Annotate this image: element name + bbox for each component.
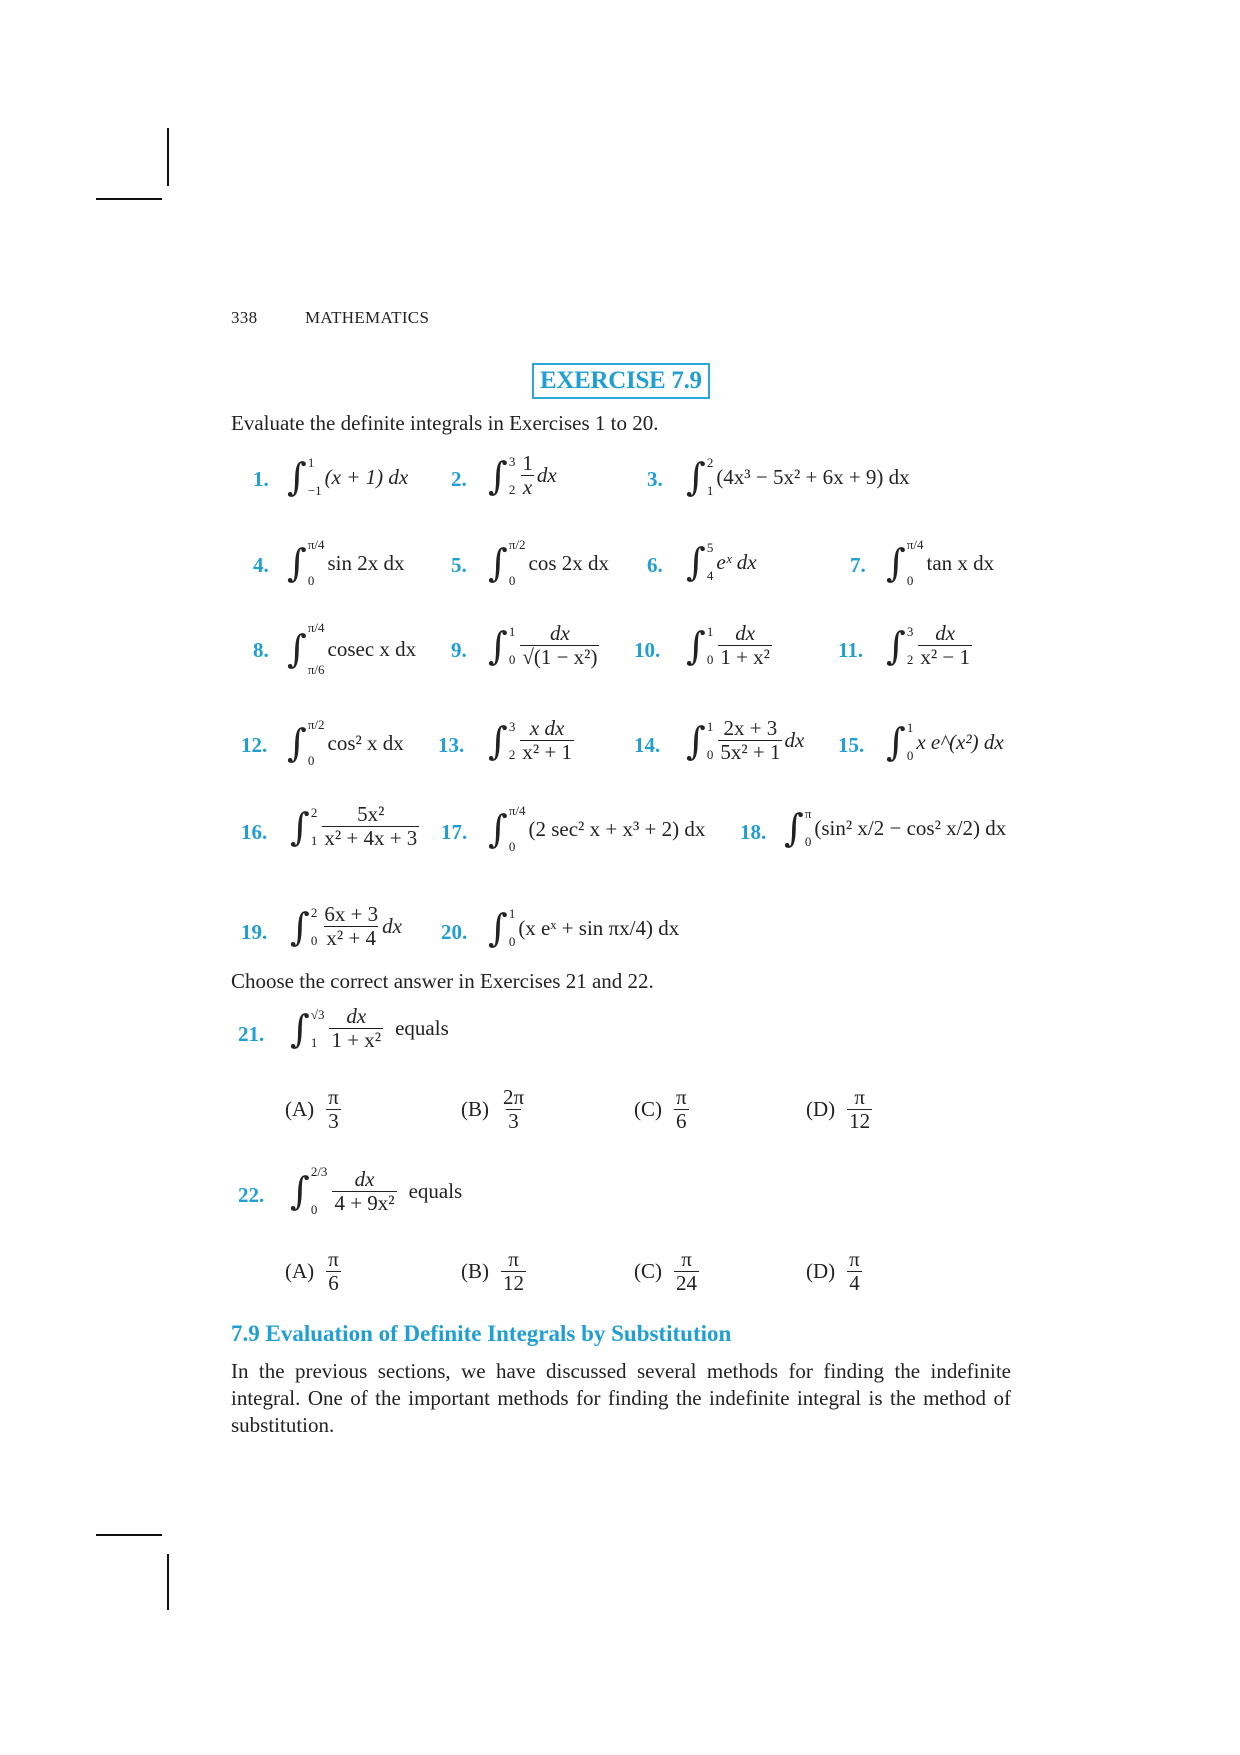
ex-14-expression: ∫ 1 0 $\frac{2x + 3}{\text{5x² + 1}}$ dx <box>686 716 805 764</box>
ex-1-expression: ∫ 1 −1 (x + 1) dx <box>287 455 409 499</box>
ex-4-expression: ∫ π/4 0 sin 2x dx <box>287 537 405 588</box>
ex-20-expression: ∫ 1 0 (x eˣ + sin πx/4) dx <box>488 906 680 950</box>
q21-expression: ∫ √3 1 $\frac{dx}{\text{1 + x²}}$ equals <box>290 1004 449 1052</box>
page-number: 338 <box>231 308 258 327</box>
ex-16-expression: ∫ 2 1 $\frac{\text{5x²}}{\text{x² + 4x + 3}}$ <box>290 802 418 850</box>
ex-2-number: 2. <box>451 467 467 491</box>
ex-19-number: 19. <box>241 920 268 944</box>
ex-3-number: 3. <box>647 467 663 491</box>
ex-2-expression: ∫ 3 2 $\frac{1}{x}$ dx <box>488 451 557 499</box>
ex-6-expression: ∫ 5 4 eˣ dx <box>686 540 757 584</box>
ex-4-number: 4. <box>253 553 269 577</box>
ex-5-expression: ∫ π/2 0 cos 2x dx <box>488 537 609 588</box>
q21-option-a[interactable]: (A) $\frac{\pi}{3}$ <box>285 1085 339 1133</box>
choose-instructions: Choose the correct answer in Exercises 21 and 22. <box>231 969 654 993</box>
ex-7-expression: ∫ π/4 0 tan x dx <box>886 537 995 588</box>
q22-expression: ∫ 2/3 0 $\frac{dx}{\text{4 + 9x²}}$ equals <box>290 1164 463 1217</box>
ex-6-number: 6. <box>647 553 663 577</box>
ex-12-expression: ∫ π/2 0 cos² x dx <box>287 717 404 768</box>
ex-19-expression: ∫ 2 0 $\frac{6x + 3}{\text{x² + 4}}$ dx <box>290 902 402 950</box>
ex-17-expression: ∫ π/4 0 (2 sec² x + x³ + 2) dx <box>488 803 706 854</box>
ex-15-expression: ∫ 1 0 x e^(x²) dx <box>886 720 1004 764</box>
ex-8-expression: ∫ π/4 π/6 cosec x dx <box>287 620 417 677</box>
ex-11-number: 11. <box>838 638 864 662</box>
exercise-title: EXERCISE 7.9 <box>532 363 710 399</box>
ex-13-number: 13. <box>438 733 465 757</box>
ex-1-number: 1. <box>253 467 269 491</box>
ex-12-number: 12. <box>241 733 268 757</box>
ex-20-number: 20. <box>441 920 468 944</box>
ex-3-expression: ∫ 2 1 (4x³ − 5x² + 6x + 9) dx <box>686 455 910 499</box>
ex-11-expression: ∫ 3 2 $\frac{dx}{\text{x² − 1}}$ <box>886 621 970 669</box>
crop-mark-top-horizontal <box>96 198 162 200</box>
crop-mark-top-vertical <box>167 128 169 186</box>
ex-8-number: 8. <box>253 638 269 662</box>
ex-14-number: 14. <box>634 733 661 757</box>
instructions: Evaluate the definite integrals in Exercises 1 to 20. <box>231 411 659 435</box>
ex-16-number: 16. <box>241 820 268 844</box>
ex-9-expression: ∫ 1 0 $\frac{dx}{\text{√(1 − x²)}}$ <box>488 621 598 669</box>
ex-18-number: 18. <box>740 820 767 844</box>
q21-option-b[interactable]: (B) $\frac{2\pi}{3}$ <box>461 1085 525 1133</box>
q22-option-a[interactable]: (A) $\frac{\pi}{6}$ <box>285 1247 339 1295</box>
q22-number: 22. <box>238 1183 265 1207</box>
ex-9-number: 9. <box>451 638 467 662</box>
ex-17-number: 17. <box>441 820 468 844</box>
q21-option-d[interactable]: (D) $\frac{\pi}{12}$ <box>806 1085 871 1133</box>
section-heading: 7.9 Evaluation of Definite Integrals by Substitution <box>231 1321 732 1346</box>
q21-number: 21. <box>238 1022 265 1046</box>
q22-option-d[interactable]: (D) $\frac{\pi}{4}$ <box>806 1247 860 1295</box>
ex-5-number: 5. <box>451 553 467 577</box>
ex-13-expression: ∫ 3 2 $\frac{\text{x dx}}{\text{x² + 1}}$ <box>488 716 572 764</box>
ex-18-expression: ∫ π 0 (sin² x/2 − cos² x/2) dx <box>784 806 1007 850</box>
ex-10-number: 10. <box>634 638 661 662</box>
q22-option-c[interactable]: (C) $\frac{\pi}{24}$ <box>634 1247 697 1295</box>
ex-7-number: 7. <box>850 553 866 577</box>
book-title: MATHEMATICS <box>305 308 430 327</box>
ex-10-expression: ∫ 1 0 $\frac{dx}{\text{1 + x²}}$ <box>686 621 770 669</box>
section-paragraph: In the previous sections, we have discussed several methods for finding the indefinite integral. One of the important methods for finding the indefinite integral is the method of substitution. <box>231 1359 1011 1437</box>
ex-15-number: 15. <box>838 733 865 757</box>
crop-mark-bottom-vertical <box>167 1554 169 1610</box>
crop-mark-bottom-horizontal <box>96 1534 162 1536</box>
q21-option-c[interactable]: (C) $\frac{\pi}{6}$ <box>634 1085 687 1133</box>
q22-option-b[interactable]: (B) $\frac{\pi}{12}$ <box>461 1247 524 1295</box>
